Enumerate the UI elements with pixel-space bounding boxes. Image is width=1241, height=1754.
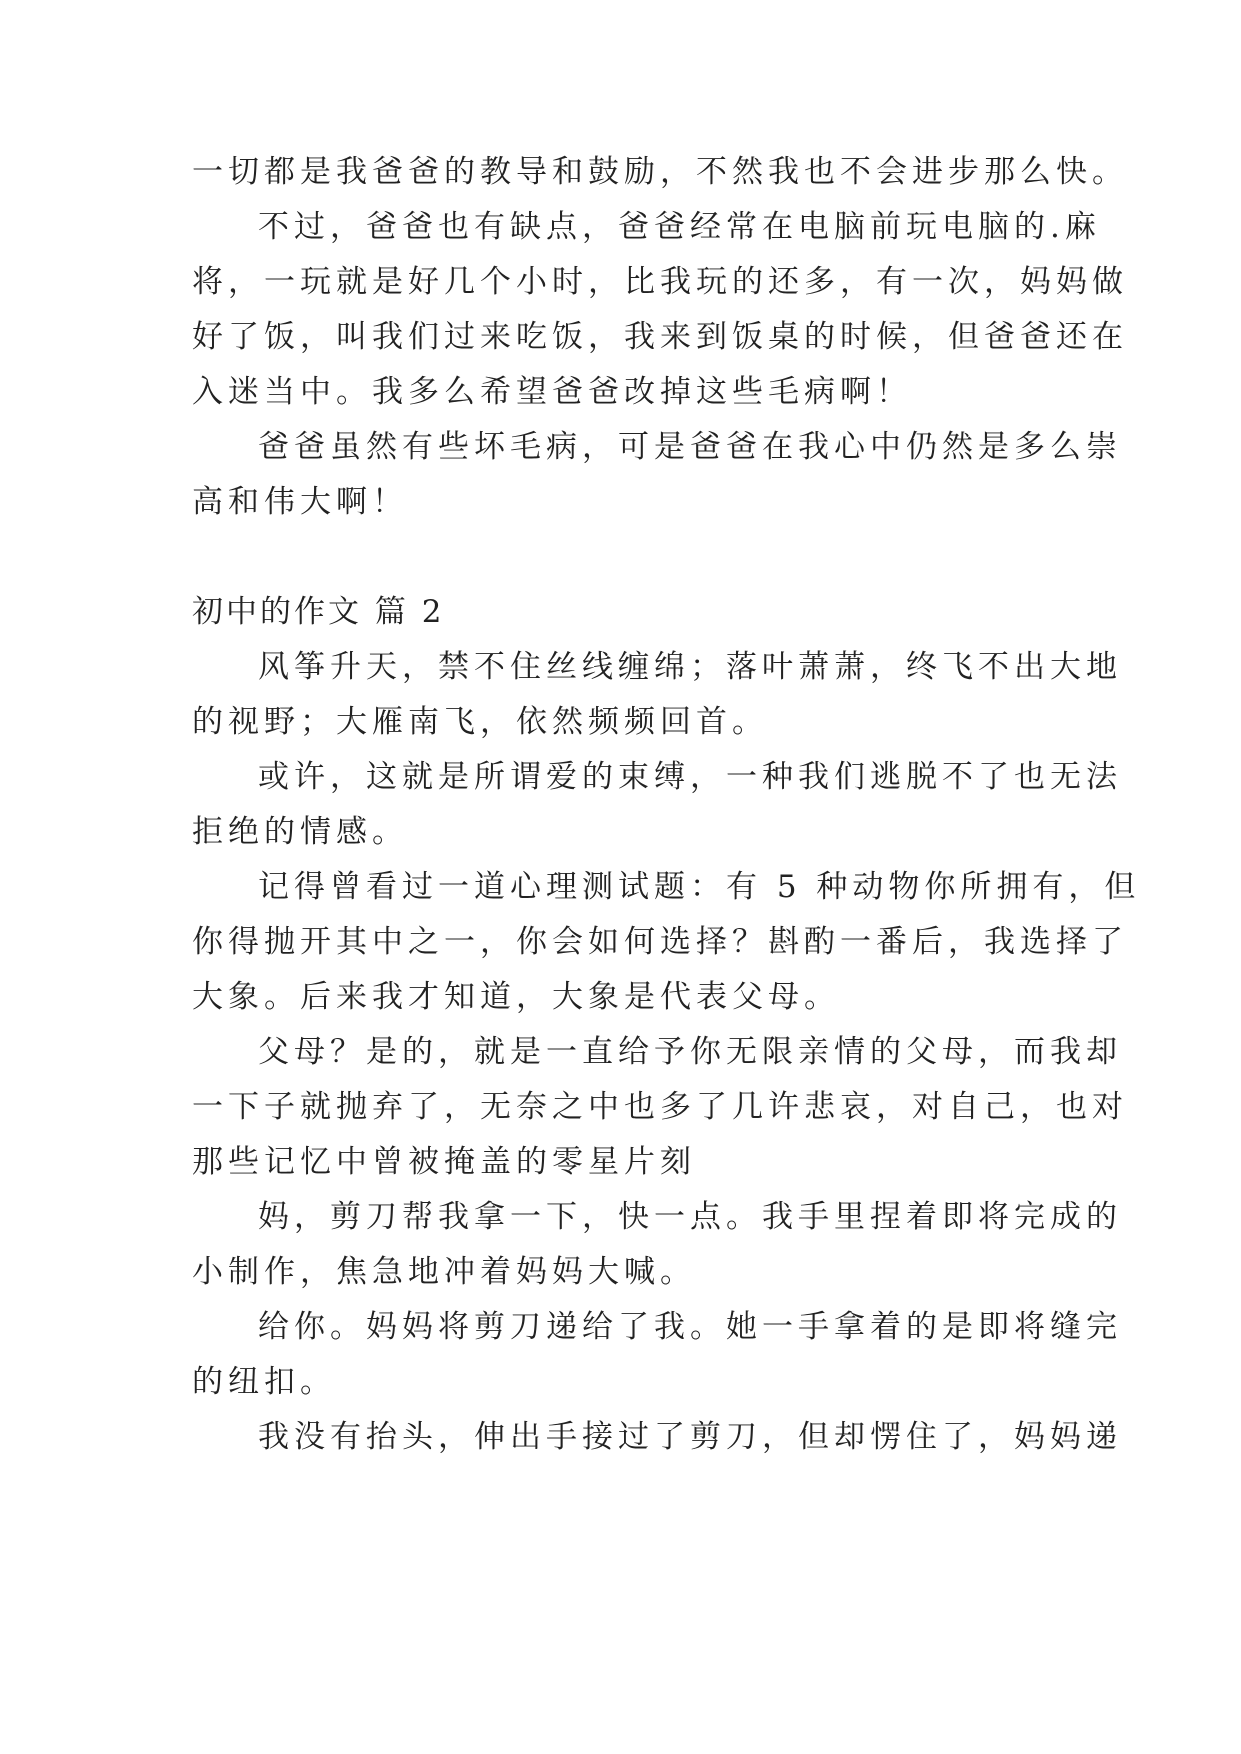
text-line: 风筝升天，禁不住丝线缠绵；落叶萧萧，终飞不出大地 xyxy=(258,649,1122,685)
text-line: 父母？是的，就是一直给予你无限亲情的父母，而我却 xyxy=(258,1034,1122,1070)
text-line: 大象。后来我才知道，大象是代表父母。 xyxy=(192,979,840,1015)
text-line: 那些记忆中曾被掩盖的零星片刻 xyxy=(192,1144,696,1180)
text-line: 拒绝的情感。 xyxy=(192,814,408,850)
text-line: 小制作，焦急地冲着妈妈大喊。 xyxy=(192,1254,696,1290)
text-line: 妈，剪刀帮我拿一下，快一点。我手里捏着即将完成的 xyxy=(258,1199,1122,1235)
text-line: 入迷当中。我多么希望爸爸改掉这些毛病啊！ xyxy=(192,374,912,410)
text-line: 一下子就抛弃了，无奈之中也多了几许悲哀，对自己，也对 xyxy=(192,1089,1128,1125)
text-line: 的纽扣。 xyxy=(192,1364,336,1400)
text-line: 将，一玩就是好几个小时，比我玩的还多，有一次，妈妈做 xyxy=(192,264,1128,300)
text-line: 你得抛开其中之一，你会如何选择？斟酌一番后，我选择了 xyxy=(192,924,1128,960)
text-line: 不过，爸爸也有缺点，爸爸经常在电脑前玩电脑的.麻 xyxy=(258,209,1101,245)
text-line: 好了饭，叫我们过来吃饭，我来到饭桌的时候，但爸爸还在 xyxy=(192,319,1128,355)
text-line: 一切都是我爸爸的教导和鼓励，不然我也不会进步那么快。 xyxy=(192,154,1128,190)
text-line: 给你。妈妈将剪刀递给了我。她一手拿着的是即将缝完 xyxy=(258,1309,1122,1345)
text-line: 记得曾看过一道心理测试题：有 5 种动物你所拥有，但 xyxy=(258,869,1141,905)
text-line: 或许，这就是所谓爱的束缚，一种我们逃脱不了也无法 xyxy=(258,759,1122,795)
text-line: 高和伟大啊！ xyxy=(192,484,408,520)
text-line: 爸爸虽然有些坏毛病，可是爸爸在我心中仍然是多么崇 xyxy=(258,429,1122,465)
text-line: 的视野；大雁南飞，依然频频回首。 xyxy=(192,704,768,740)
text-line: 我没有抬头，伸出手接过了剪刀，但却愣住了，妈妈递 xyxy=(258,1419,1122,1455)
section-heading: 初中的作文 篇 2 xyxy=(192,594,445,630)
